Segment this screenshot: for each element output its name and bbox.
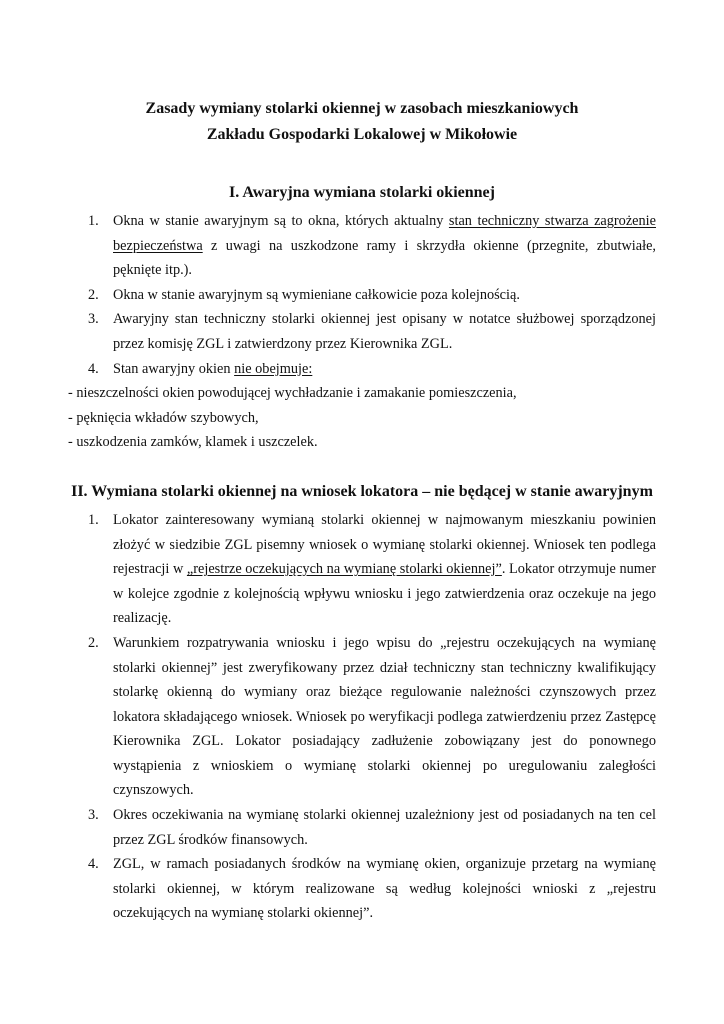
item-number: 3. xyxy=(88,807,99,824)
item-number: 1. xyxy=(88,511,99,528)
list-item xyxy=(68,357,656,382)
item-text: ZGL, w ramach posiadanych środków na wymianę okien, organizuje przetarg na wymianę stolarki okiennej, w którym realizowane są według kolejności wnioski z „rejestru oczekujących na wymianę stolarki okiennej”. xyxy=(113,856,656,922)
exclusion-item: - uszkodzenia zamków, klamek i uszczelek. xyxy=(68,434,318,451)
title-line-2: Zakładu Gospodarki Lokalowej w Mikołowie xyxy=(206,126,518,143)
section-tenant-request-replacement xyxy=(68,479,656,926)
exclusions-list xyxy=(68,381,656,455)
item-text: Okna w stanie awaryjnym są to okna, których aktualny xyxy=(113,213,449,229)
document-title xyxy=(68,96,656,148)
section-1-list xyxy=(68,209,656,381)
item-text: Awaryjny stan techniczny stolarki okiennej jest opisany w notatce służbowej sporządzonej przez komisję ZGL i zatwierdzony przez Kierownika ZGL. xyxy=(113,311,656,352)
list-item xyxy=(68,852,656,926)
item-number: 4. xyxy=(88,856,99,873)
exclusion-item: - pęknięcia wkładów szybowych, xyxy=(68,409,259,426)
section-2-heading: II. Wymiana stolarki okiennej na wniosek lokatora – nie będącej w stanie awaryjnym xyxy=(71,482,653,500)
item-text-cont: z uwagi na uszkodzone ramy i skrzydła okienne (przegnite, zbutwiałe, pęknięte itp.). xyxy=(113,237,656,279)
item-underlined-text: nie obejmuje: xyxy=(234,360,313,377)
list-item xyxy=(68,631,656,803)
item-number: 2. xyxy=(88,286,99,303)
title-line-1: Zasady wymiany stolarki okiennej w zasobach mieszkaniowych xyxy=(145,100,579,117)
section-2-list xyxy=(68,508,656,926)
item-number: 1. xyxy=(88,213,99,229)
list-item xyxy=(68,307,656,356)
item-underlined-text: stan techniczny stwarza zagrożenie bezpieczeństwa xyxy=(113,213,656,254)
list-item xyxy=(68,283,656,308)
item-text-cont: . Lokator otrzymuje numer w kolejce zgodnie z kolejnością wpływu wniosku i jego zatwierdzenia oraz oczekuje na jego realizację. xyxy=(113,561,656,627)
item-number: 2. xyxy=(88,634,99,651)
section-1-heading: I. Awaryjna wymiana stolarki okiennej xyxy=(229,184,495,201)
item-text: Lokator zainteresowany wymianą stolarki okiennej w najmowanym mieszkaniu powinien złożyć w siedzibie ZGL pisemny wniosek o wymianę stolarki okiennej. Wniosek ten podlega rejestracji w xyxy=(113,511,656,578)
exclusion-item: - nieszczelności okien powodującej wychładzanie i zamakanie pomieszczenia, xyxy=(68,385,517,402)
item-number: 3. xyxy=(88,311,99,328)
item-underlined-text: „rejestrze oczekujących na wymianę stolarki okiennej” xyxy=(186,561,502,578)
item-text: Warunkiem rozpatrywania wniosku i jego wpisu do „rejestru oczekujących na wymianę stolarki okiennej” jest zweryfikowany przez dział techniczny stan techniczny kwalifikujący stolarkę okienną do wymiany oraz bieżące regulowanie należności czynszowych przez lokatora składającego wniosek. Wniosek po weryfikacji podlega zatwierdzeniu przez Zastępcę Kierownika ZGL. Lokator posiadający zadłużenie zobowiązany jest do ponownego wystąpienia z wnioskiem o wymianę stolarki okiennej po uregulowaniu zaległości czynszowych. xyxy=(113,634,656,799)
list-item xyxy=(68,209,656,283)
section-emergency-replacement xyxy=(68,180,656,455)
item-text: Okres oczekiwania na wymianę stolarki okiennej uzależniony jest od posiadanych na ten cel przez ZGL środków finansowych. xyxy=(113,807,656,848)
item-text: Okna w stanie awaryjnym są wymieniane całkowicie poza kolejnością. xyxy=(113,286,520,303)
item-number: 4. xyxy=(88,360,99,377)
list-item xyxy=(68,508,656,631)
item-text: Stan awaryjny okien xyxy=(113,360,235,377)
list-item xyxy=(68,803,656,852)
